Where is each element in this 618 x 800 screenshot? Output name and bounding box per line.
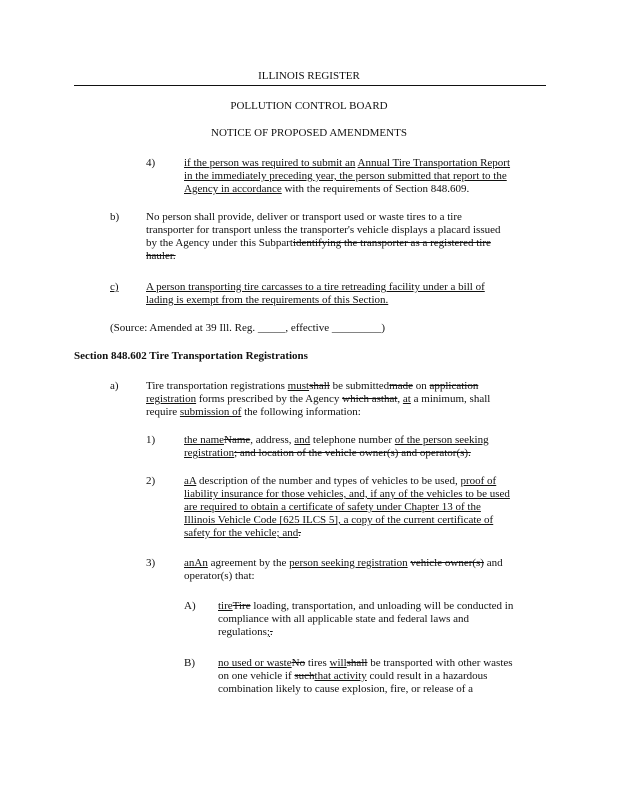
board-title: POLLUTION CONTROL BOARD	[230, 100, 388, 112]
sub-1-line2: registration; and location of the vehicle owner(s) and operator(s).	[184, 447, 471, 459]
item-c-line2: lading is exempt from the requirements of this Section.	[146, 294, 389, 306]
item-a-line1: Tire transportation registrations mustshall be submittedmade on application	[146, 380, 479, 392]
register-title: ILLINOIS REGISTER	[258, 70, 360, 82]
source-note: (Source: Amended at 39 Ill. Reg. _____, effective _________)	[110, 322, 386, 334]
sub-3-label: 3)	[146, 557, 156, 569]
sub-2-label: 2)	[146, 475, 156, 487]
sub-B-label: B)	[184, 657, 195, 669]
item-b-line1: No person shall provide, deliver or transport used or waste tires to a tire	[146, 211, 462, 223]
sub-2-line3: are required to obtain a certificate of safety under Chapter 13 of the	[184, 501, 481, 513]
item-a-label: a)	[110, 380, 119, 392]
sub-B-line2: on one vehicle if suchthat activity could result in a hazardous	[218, 670, 488, 682]
item-b-line2: transporter for transport unless the transporter's vehicle displays a placard issued	[146, 224, 501, 236]
notice-title: NOTICE OF PROPOSED AMENDMENTS	[211, 127, 407, 139]
sub-2-line1: aA description of the number and types of vehicles to be used, proof of	[184, 475, 497, 487]
sub-A-line2: compliance with all applicable state and federal laws and	[218, 613, 470, 625]
item-a-line2: registration forms prescribed by the Agency which asthat, at a minimum, shall	[146, 393, 491, 405]
sub-A-line1: tireTire loading, transportation, and unloading will be conducted in	[218, 600, 514, 612]
item-b-line3: by the Agency under this Subpartidentifying the transporter as a registered tire	[146, 237, 491, 249]
item-b-label: b)	[110, 211, 120, 223]
item-c-line1: A person transporting tire carcasses to a tire retreading facility under a bill of	[146, 281, 485, 293]
sub-B-line1: no used or wasteNo tires willshall be transported with other wastes	[218, 657, 513, 669]
sub-A-label: A)	[184, 600, 196, 612]
sub-2-line5: safety for the vehicle; and.	[184, 527, 301, 539]
item-a-line3: require submission of the following information:	[146, 406, 361, 418]
sub-2-line2: liability insurance for those vehicles, and, if any of the vehicles to be used	[184, 488, 510, 500]
sub-1-label: 1)	[146, 434, 156, 446]
sub-A-line3: regulations;.	[218, 626, 273, 638]
item-4-line2: in the immediately preceding year, the person submitted that report to the	[184, 170, 507, 182]
sub-3-line2: operator(s) that:	[184, 570, 255, 582]
item-4-label: 4)	[146, 157, 156, 169]
item-4-line3: Agency in accordance with the requirements of Section 848.609.	[184, 183, 470, 195]
sub-3-line1: anAn agreement by the person seeking registration vehicle owner(s) and	[184, 557, 503, 569]
item-b-line4: hauler.	[146, 250, 176, 262]
sub-2-line4: Illinois Vehicle Code [625 ILCS 5], a copy of the current certificate of	[184, 514, 494, 526]
header-rule	[74, 85, 546, 86]
sub-B-line3: combination likely to cause explosion, fire, or release of a	[218, 683, 474, 695]
item-4-line1: if the person was required to submit an Annual Tire Transportation Report	[184, 157, 511, 169]
item-c-label: c)	[110, 281, 119, 293]
section-heading: Section 848.602 Tire Transportation Registrations	[74, 350, 308, 362]
sub-1-line1: the nameName, address, and telephone number of the person seeking	[184, 434, 489, 446]
